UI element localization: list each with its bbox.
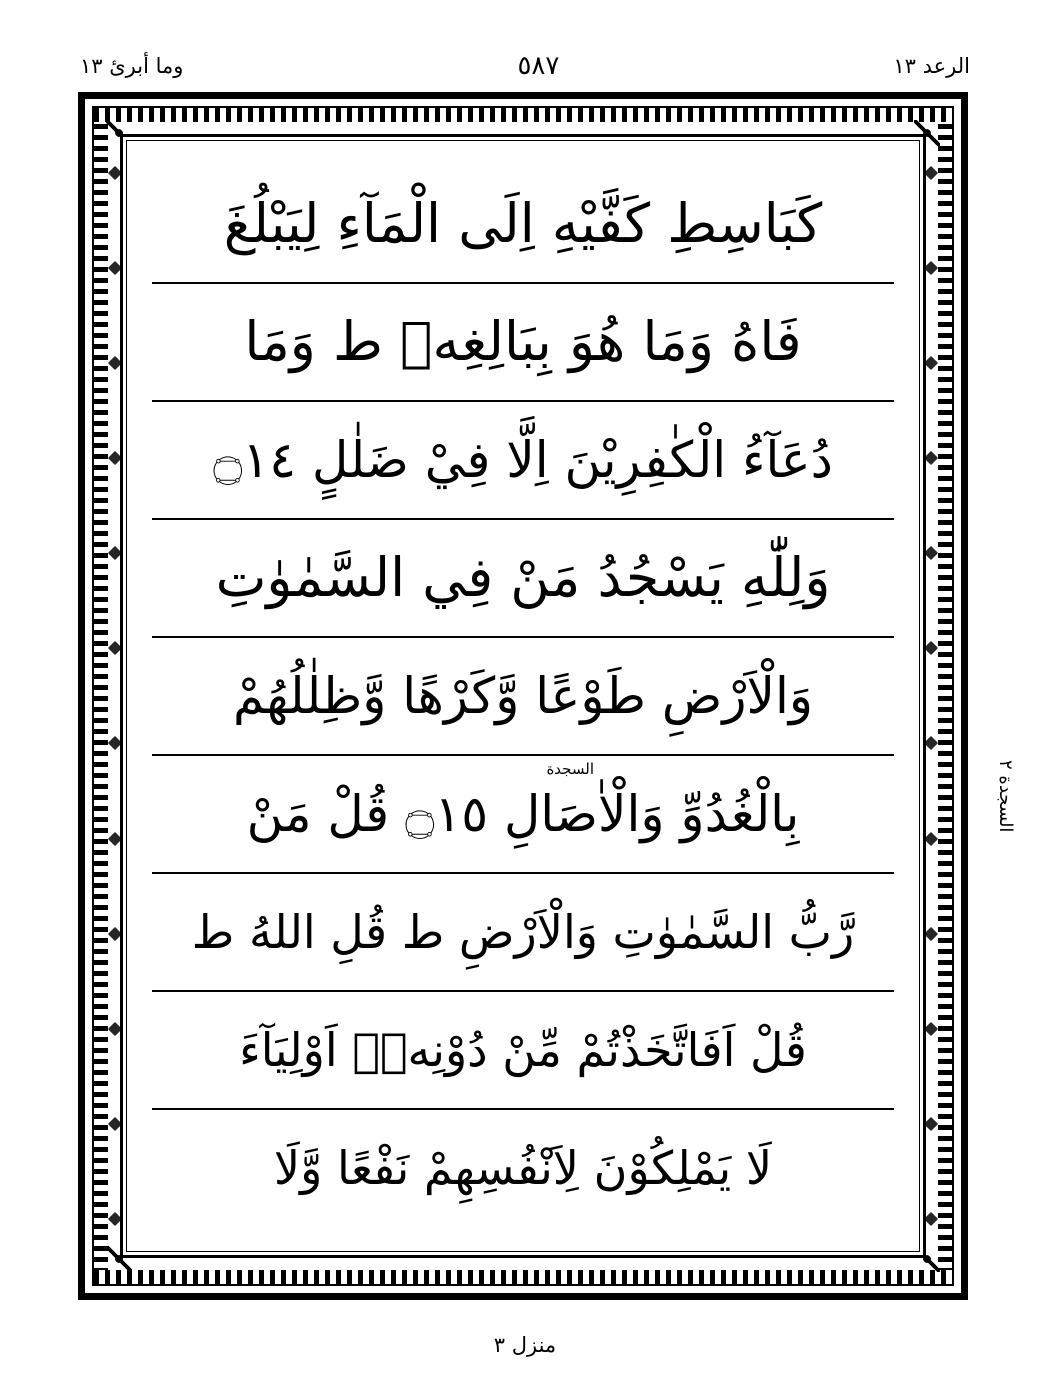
diamond-ornament-icon xyxy=(924,356,938,370)
diamond-ornament-icon xyxy=(924,1212,938,1226)
ayah-line xyxy=(152,520,894,638)
diamond-ornament-icon xyxy=(924,927,938,941)
diamond-ornament-icon xyxy=(924,831,938,845)
ayah-line-text: دُعَآءُ الْكٰفِرِيْنَ اِلَّا فِيْ ضَلٰلٍ ۝١٤ xyxy=(213,430,833,489)
ayah-line xyxy=(152,1110,894,1226)
ayah-line-text: لَا يَمْلِكُوْنَ لِاَنْفُسِهِمْ نَفْعًا وَّلَا xyxy=(273,1140,773,1195)
ayah-line xyxy=(152,992,894,1110)
sajda-marker-note: السجدة xyxy=(546,760,594,778)
page-number: ٥٨٧ xyxy=(517,51,560,81)
diamond-ornament-icon xyxy=(924,641,938,655)
diamond-ornament-icon xyxy=(924,546,938,560)
ayah-lines-container xyxy=(152,166,894,1226)
ayah-line-text: كَبَاسِطِ كَفَّيْهِ اِلَى الْمَآءِ لِيَبْلُغَ xyxy=(223,191,823,255)
page-header xyxy=(80,46,970,86)
ayah-line xyxy=(152,284,894,402)
ayah-line-text: رَّبُّ السَّمٰوٰتِ وَالْاَرْضِ ط قُلِ اللهُ ط xyxy=(191,904,855,959)
diamond-ornament-icon xyxy=(924,1022,938,1036)
inner-frame xyxy=(120,134,926,1258)
ayah-line xyxy=(152,402,894,520)
juz-name-label: وما أبرئ ١٣ xyxy=(80,53,184,78)
diamond-ornament-icon xyxy=(924,261,938,275)
page-border-frame xyxy=(78,92,968,1300)
ayah-line xyxy=(152,638,894,756)
ayah-line-text: فَاهُ وَمَا هُوَ بِبَالِغِهٖ ط وَمَا xyxy=(244,309,802,373)
ayah-line-text: وَالْاَرْضِ طَوْعًا وَّكَرْهًا وَّظِلٰلُهُمْ xyxy=(232,666,814,725)
ayah-line-text: وَلِلّٰهِ يَسْجُدُ مَنْ فِي السَّمٰوٰتِ xyxy=(215,545,831,609)
page-footer xyxy=(0,1333,1050,1357)
ayah-line xyxy=(152,166,894,284)
ayah-line xyxy=(152,756,894,874)
diamond-ornament-icon xyxy=(924,1117,938,1131)
surah-name-label: الرعد ١٣ xyxy=(893,53,970,78)
diamond-ornament-icon xyxy=(924,451,938,465)
ayah-line-text: قُلْ اَفَاتَّخَذْتُمْ مِّنْ دُوْنِهٖۤ اَوْلِيَآءَ xyxy=(239,1022,807,1077)
diamond-ornament-icon xyxy=(924,736,938,750)
margin-sajda-label: السجدة ٢ xyxy=(995,760,1016,833)
right-border-medallions xyxy=(924,168,938,1224)
border-ornament-band xyxy=(92,106,954,1286)
diamond-ornament-icon xyxy=(924,166,938,180)
ayah-line xyxy=(152,874,894,992)
manzil-label: منزل ٣ xyxy=(493,1333,557,1357)
ayah-line-text: بِالْغُدُوِّ وَالْاٰصَالِ ۝١٥ قُلْ مَنْ xyxy=(246,784,800,843)
